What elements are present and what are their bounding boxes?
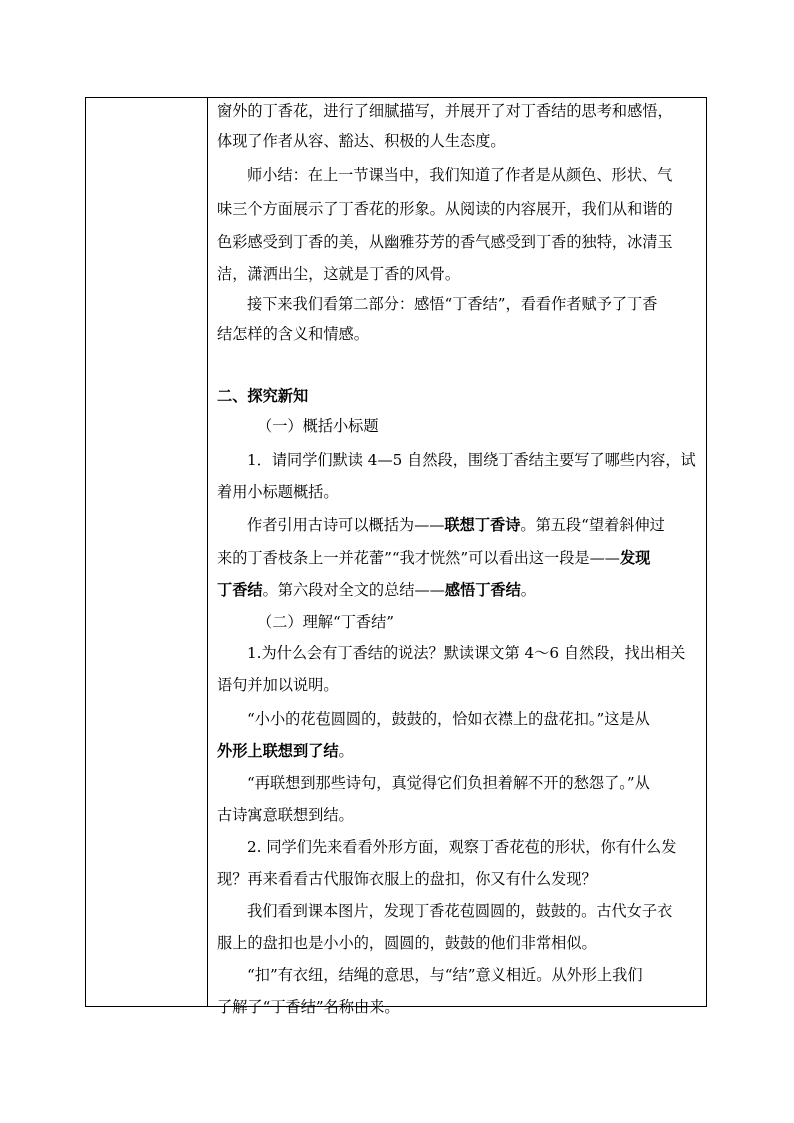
text-line: 来的丁香枝条上一并花蕾”“我才恍然”可以看出这一段是——发现 bbox=[217, 549, 651, 567]
text-line: 丁香结。第六段对全文的总结——感悟丁香结。 bbox=[217, 581, 536, 599]
text-line: “扣”有衣纽，结绳的意思，与“结”意义相近。从外形上我们 bbox=[247, 966, 643, 984]
text-line: 结怎样的含义和情感。 bbox=[217, 325, 369, 343]
text-line: 语句并加以说明。 bbox=[217, 676, 339, 694]
column-divider bbox=[207, 98, 208, 1006]
text-line: 味三个方面展示了丁香花的形象。从阅读的内容展开，我们从和谐的 bbox=[217, 200, 673, 218]
text-line: “小小的花苞圆圆的，鼓鼓的，恰如衣襟上的盘花扣。”这是从 bbox=[247, 710, 650, 728]
text-line: 色彩感受到丁香的美，从幽雅芬芳的香气感受到丁香的独特，冰清玉 bbox=[217, 233, 673, 251]
text-line: 我们看到课本图片，发现丁香花苞圆圆的，鼓鼓的。古代女子衣 bbox=[247, 902, 673, 920]
text-line: 作者引用古诗可以概括为——联想丁香诗。第五段“望着斜伸过 bbox=[247, 516, 665, 534]
text-line: 窗外的丁香花，进行了细腻描写，并展开了对丁香结的思考和感悟， bbox=[217, 102, 673, 120]
lesson-table bbox=[85, 97, 707, 1016]
text-line: “再联想到那些诗句，真觉得它们负担着解不开的愁怨了。”从 bbox=[247, 774, 650, 792]
bold-phrase: 丁香结 bbox=[217, 581, 263, 599]
bold-phrase: 发现 bbox=[619, 549, 651, 567]
text-line: 1.为什么会有丁香结的说法？默读课文第 4～6 自然段，找出相关 bbox=[247, 644, 686, 662]
bold-phrase: 联想丁香诗 bbox=[444, 516, 521, 534]
text-line: 体现了作者从容、豁达、积极的人生态度。 bbox=[217, 132, 506, 150]
bold-phrase: 感悟丁香结 bbox=[444, 581, 521, 599]
text-line: 服上的盘扣也是小小的，圆圆的，鼓鼓的他们非常相似。 bbox=[217, 934, 597, 952]
text-line: 着用小标题概括。 bbox=[217, 483, 339, 501]
text-line: 外形上联想到了结。 bbox=[217, 742, 354, 760]
text-line: 接下来我们看第二部分：感悟“丁香结”，看看作者赋予了丁香 bbox=[247, 295, 658, 313]
text-line: 了解了“丁香结”名称由来。 bbox=[217, 998, 400, 1016]
text-line: 1．请同学们默读 4—5 自然段，围绕丁香结主要写了哪些内容，试 bbox=[247, 451, 696, 469]
bold-phrase: 外形上联想到了结 bbox=[217, 742, 339, 760]
text-line: 古诗寓意联想到结。 bbox=[217, 806, 354, 824]
subsection-heading: （二）理解“丁香结” bbox=[257, 613, 395, 631]
text-line: 2. 同学们先来看看外形方面，观察丁香花苞的形状，你有什么发 bbox=[247, 838, 677, 856]
text-line: 洁，潇洒出尘，这就是丁香的风骨。 bbox=[217, 265, 460, 283]
subsection-heading: （一）概括小标题 bbox=[257, 417, 379, 435]
section-heading: 二、探究新知 bbox=[217, 387, 309, 405]
text-line: 现？再来看看古代服饰衣服上的盘扣，你又有什么发现？ bbox=[217, 870, 597, 888]
text-line: 师小结：在上一节课当中，我们知道了作者是从颜色、形状、气 bbox=[247, 166, 673, 184]
